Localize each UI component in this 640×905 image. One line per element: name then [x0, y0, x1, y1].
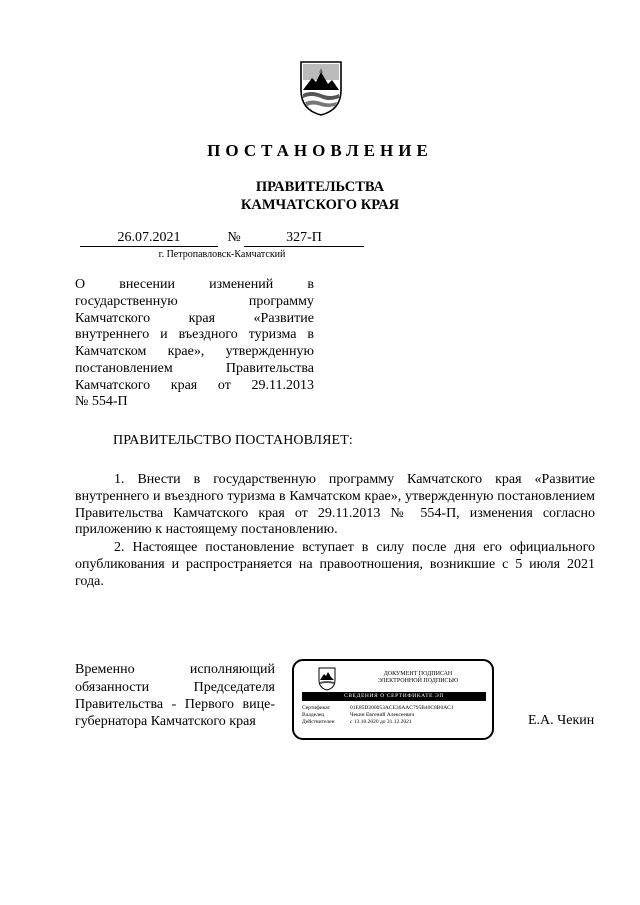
resolution-heading: ПРАВИТЕЛЬСТВО ПОСТАНОВЛЯЕТ:: [113, 433, 353, 448]
number-sign: №: [227, 230, 241, 245]
electronic-signature-stamp: [292, 659, 494, 740]
stamp-certificate-row: [302, 705, 454, 712]
document-type-title: ПОСТАНОВЛЕНИЕ: [207, 141, 433, 160]
document-subject-last-line: № 554-П: [75, 394, 128, 409]
authority-line-2: КАМЧАТСКОГО КРАЯ: [240, 197, 400, 213]
stamp-heading-line-2: ЭЛЕКТРОННОЙ ПОДПИСЬЮ: [377, 678, 459, 684]
paragraph-2: 2. Настоящее постановление вступает в силу после дня его официального опубликования и распространяется на правоотношения, возникшие с 5 июля 2021 года.: [75, 540, 595, 589]
signatory-name: Е.А. Чекин: [528, 713, 595, 728]
stamp-heading-line-1: ДОКУМЕНТ ПОДПИСАН: [383, 671, 453, 677]
validity-label: Действителен: [302, 719, 335, 725]
stamp-certificate-bar: СВЕДЕНИЯ О СЕРТИФИКАТЕ ЭП: [302, 692, 486, 701]
document-date: 26.07.2021: [80, 230, 218, 247]
signatory-position: Временно исполняющий обязанности Председателя Правительства - Первого вице-: [75, 662, 275, 712]
document-subject: О внесении изменений в государственную программу Камчатского края «Развитие внутреннего и въездного туризма в Камчатском крае», утвержденную постановлением Правительства Камчатского края от 29.11.2013: [75, 277, 314, 393]
stamp-emblem-icon: [318, 667, 336, 691]
issuing-authority: [0, 178, 640, 214]
stamp-owner-row: [302, 712, 414, 719]
document-city: г. Петропавловск-Камчатский: [158, 249, 286, 260]
owner-label: Владелец: [302, 712, 325, 718]
certificate-value: 01E85D200053ACE36AAC795B40C8B0AC1: [350, 705, 454, 711]
kamchatka-coat-of-arms-icon: [299, 60, 343, 116]
authority-line-1: ПРАВИТЕЛЬСТВА: [255, 179, 385, 195]
stamp-validity-row: [302, 719, 412, 726]
paragraph-1: 1. Внести в государственную программу Камчатского края «Развитие внутреннего и въездного туризма в Камчатском крае», утвержденную постановлением Правительства Камчатского края от 29.11.2013 № 554-П, изменения согласно приложению к настоящему постановлению.: [75, 472, 595, 538]
document-number: 327-П: [244, 230, 364, 247]
stamp-heading: [344, 671, 492, 685]
validity-value: с 13.10.2020 до 31.12.2021: [350, 719, 412, 725]
certificate-label: Сертификат: [302, 705, 330, 711]
signatory-position-last-line: губернатора Камчатского края: [75, 714, 256, 729]
owner-value: Чекин Евгений Алексеевич: [350, 712, 415, 718]
